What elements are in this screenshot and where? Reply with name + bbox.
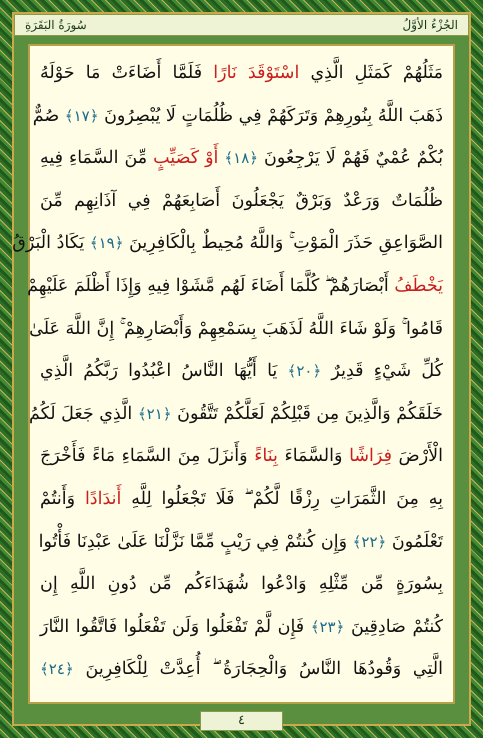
- verse-line: [40, 435, 443, 478]
- ayah-number-marker: ﴿٢٢﴾: [352, 532, 387, 551]
- mushaf-page: [12, 44, 455, 704]
- verse-line: [40, 648, 443, 691]
- verse-line: [40, 137, 443, 180]
- verse-text: الصَّوَاعِقِ حَذَرَ الْمَوْتِ ۚ وَاللَّهُ مُحِيطٌ بِالْكَافِرِينَ: [123, 233, 443, 254]
- verse-text: ذَهَبَ اللَّهُ بِنُورِهِمْ وَتَرَكَهُمْ فِي ظُلُمَاتٍ لَا يُبْصِرُونَ: [98, 105, 443, 126]
- verse-text: ظُلُمَاتٌ وَرَعْدٌ وَبَرْقٌ يَجْعَلُونَ أَصَابِعَهُمْ فِي آذَانِهِم مِّنَ: [40, 190, 443, 211]
- highlighted-word: فِرَاشًا: [349, 446, 392, 467]
- verse-line: [40, 52, 443, 95]
- highlighted-word: بِنَاءً: [254, 446, 278, 467]
- verse-line: [40, 350, 443, 393]
- verse-line: [28, 393, 443, 436]
- verse-text: الْأَرْضَ: [391, 446, 444, 467]
- ayah-number-marker: ﴿١٨﴾: [224, 149, 259, 168]
- verse-text: بِهِ مِنَ الثَّمَرَاتِ رِزْقًا لَّكُمْ ۖ فَلَا تَجْعَلُوا لِلَّهِ: [121, 488, 443, 509]
- highlighted-word: يَخْطَفُ: [394, 275, 443, 296]
- verse-line: [27, 265, 443, 308]
- highlighted-word: أَندَادًا: [84, 488, 122, 509]
- verse-lines: [12, 52, 444, 696]
- ayah-number-marker: ﴿٢٣﴾: [310, 617, 345, 636]
- verse-text: وَإِن كُنتُمْ فِي رَيْبٍ مِّمَّا نَزَّلْنَا عَلَىٰ عَبْدِنَا فَأْتُوا: [38, 531, 353, 552]
- verse-line: [40, 606, 443, 649]
- verse-text: كُنتُمْ صَادِقِينَ: [344, 616, 443, 637]
- verse-text: خَلَقَكُمْ وَالَّذِينَ مِن قَبْلِكُمْ لَعَلَّكُمْ تَتَّقُونَ: [171, 403, 443, 424]
- verse-text: الَّذِي جَعَلَ لَكُمُ: [28, 403, 138, 424]
- ayah-number-marker: ﴿١٧﴾: [64, 106, 99, 125]
- verse-text: يَا أَيُّهَا النَّاسُ اعْبُدُوا رَبَّكُمُ الَّذِي: [40, 361, 288, 382]
- ayah-number-marker: ﴿٢١﴾: [137, 404, 172, 423]
- verse-text: يَكَادُ الْبَرْقُ: [12, 233, 90, 254]
- verse-line: [29, 308, 443, 351]
- verse-line: [12, 222, 443, 265]
- verse-line: [40, 521, 443, 564]
- verse-line: [40, 563, 443, 606]
- verse-text: بِسُورَةٍ مِّن مِّثْلِهِ وَادْعُوا شُهَدَاءَكُم مِّن دُونِ اللَّهِ إِن: [40, 574, 443, 595]
- juz-label: الجُزْءُ الأوَّلُ: [402, 18, 458, 32]
- verse-line: [40, 478, 443, 521]
- ayah-number-marker: ﴿٢٤﴾: [40, 660, 74, 679]
- page-header: [14, 14, 469, 36]
- highlighted-word: أَوْ كَصَيِّبٍ: [153, 148, 219, 169]
- verse-text: فَإِن لَّمْ تَفْعَلُوا وَلَن تَفْعَلُوا فَاتَّقُوا النَّارَ: [40, 616, 311, 637]
- verse-text: صُمٌّ: [32, 105, 65, 126]
- ayah-number-marker: ﴿١٩﴾: [89, 234, 124, 253]
- verse-text: وَالسَّمَاءَ: [277, 446, 350, 467]
- verse-text: مَثَلُهُمْ كَمَثَلِ الَّذِي: [299, 63, 443, 83]
- verse-text: كُلِّ شَيْءٍ قَدِيرٌ: [321, 361, 443, 382]
- page-number: ٤: [200, 711, 283, 731]
- verse-text: تَعْلَمُونَ: [386, 531, 443, 552]
- verse-text: فَلَمَّا أَضَاءَتْ مَا حَوْلَهُ: [40, 63, 214, 83]
- verse-text: وَأَنتُمْ: [40, 488, 85, 509]
- highlighted-word: اسْتَوْقَدَ نَارًا: [213, 63, 300, 83]
- verse-text: قَامُوا ۚ وَلَوْ شَاءَ اللَّهُ لَذَهَبَ بِسَمْعِهِمْ وَأَبْصَارِهِمْ ۚ إِنَّ اللَّهَ عَلَىٰ: [29, 318, 443, 339]
- ayah-number-marker: ﴿٢٠﴾: [287, 362, 322, 381]
- surah-label: سُورَةُ البَقَرَةِ: [25, 18, 87, 32]
- verse-line: [40, 180, 443, 223]
- verse-text: وَأَنزَلَ مِنَ السَّمَاءِ مَاءً فَأَخْرَجَ: [40, 446, 255, 467]
- verse-text: أَبْصَارَهُمْ ۖ كُلَّمَا أَضَاءَ لَهُم مَّشَوْا فِيهِ وَإِذَا أَظْلَمَ عَلَيْهِمْ: [27, 275, 395, 296]
- verse-text: مِّنَ السَّمَاءِ فِيهِ: [40, 148, 154, 169]
- verse-text: الَّتِي وَقُودُهَا النَّاسُ وَالْحِجَارَةُ ۖ أُعِدَّتْ لِلْكَافِرِينَ: [73, 659, 443, 680]
- verse-line: [32, 95, 443, 138]
- verse-text: بُكْمٌ عُمْيٌ فَهُمْ لَا يَرْجِعُونَ: [258, 148, 443, 169]
